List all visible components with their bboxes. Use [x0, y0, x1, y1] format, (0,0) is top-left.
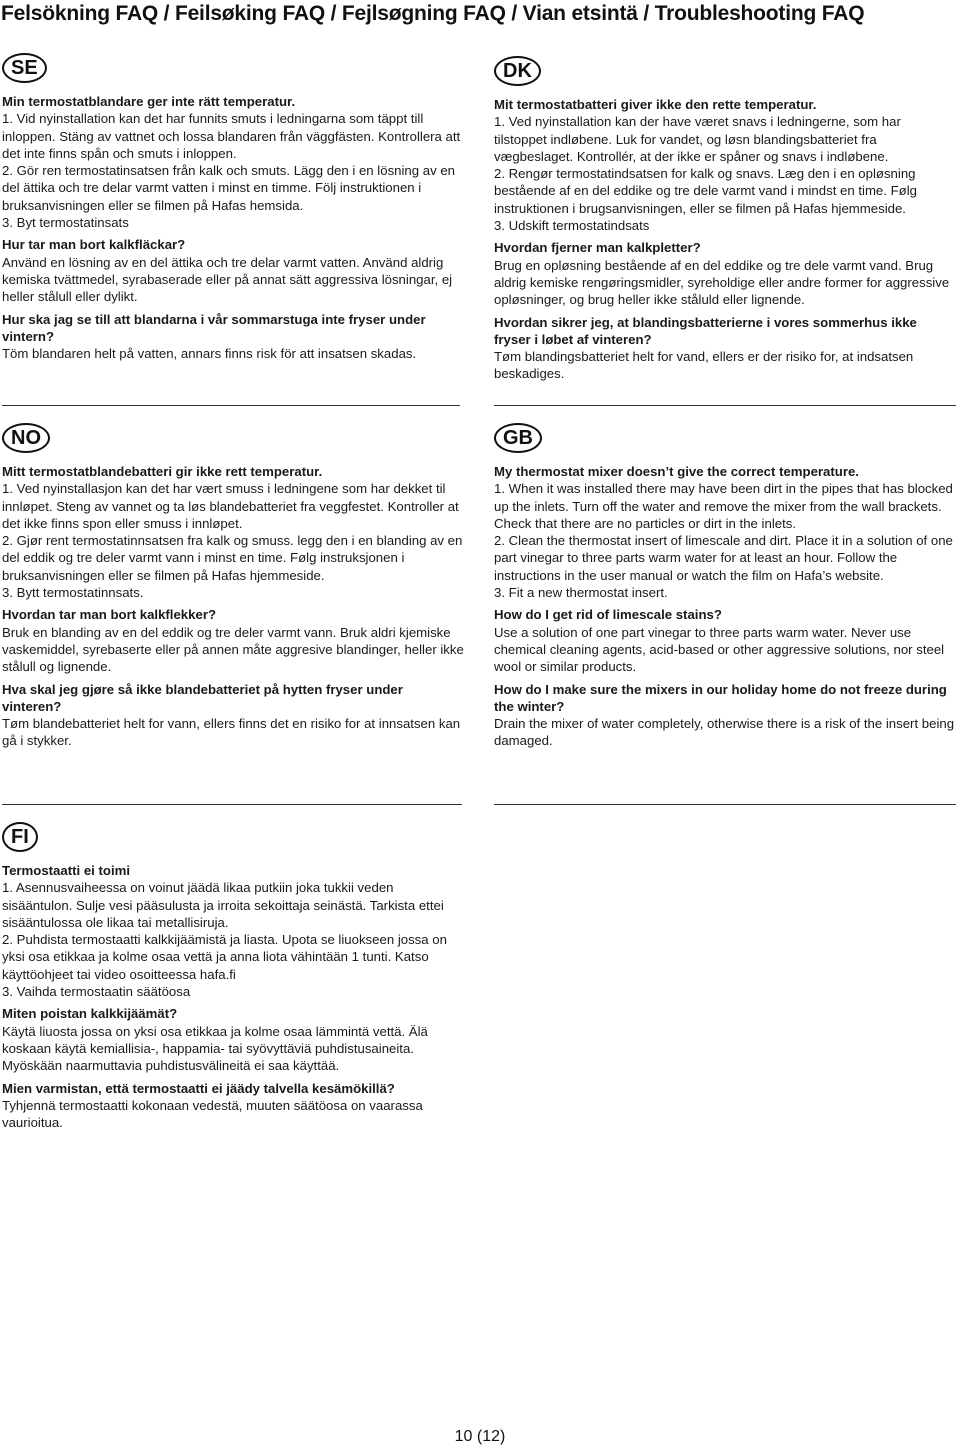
no-answer-2: Tøm blandebatteriet helt for vann, ellers finns det en risiko for at innsatsen kan gå i stykker. [2, 716, 461, 749]
dk-step-3: 3. Udskift termostatindsats [494, 218, 650, 234]
dk-question-1: Hvordan fjerner man kalkpletter? [494, 240, 701, 256]
section-no [2, 423, 464, 755]
no-step-3: 3. Bytt termostatinnsats. [2, 585, 144, 601]
country-badge-gb: GB [494, 423, 542, 453]
page-title: Felsökning FAQ / Feilsøking FAQ / Fejlsøgning FAQ / Vian etsintä / Troubleshooting FAQ [1, 2, 865, 25]
se-step-2: 2. Gör ren termostatinsatsen från kalk och smuts. Lägg den i en lösning av en del ättika och tre delar varmt vatten i minst en timme. Följ instruktionen i bruksanvisningen eller se filmen på Hafas hemsida. [2, 163, 456, 213]
country-badge-dk: DK [494, 56, 541, 86]
section-se [2, 53, 464, 367]
gb-answer-1: Use a solution of one part vinegar to three parts warm water. Never use chemical cleaning agents, acid-based or other aggressive solutions, nor steel wool or similar products. [494, 624, 945, 675]
se-answer-1: Använd en lösning av en del ättika och tre delar varmt vatten. Använd aldrig kemiska tvättmedel, syrabaserade eller på annat sätt aggressiva lösningar, ej heller stålull eller dylikt. [2, 254, 453, 305]
divider-left-1 [2, 405, 460, 406]
section-dk [494, 56, 956, 388]
country-badge-fi: FI [2, 822, 38, 852]
fi-answer-2: Tyhjennä termostaatti kokonaan vedestä, muuten säätöosa on vaarassa vaurioitua. [2, 1097, 423, 1131]
dk-faq-1 [494, 239, 956, 308]
no-faq-1 [2, 606, 464, 675]
se-answer-2: Töm blandaren helt på vatten, annars finns risk för att insatsen skadas. [2, 346, 417, 362]
dk-faq-2 [494, 314, 956, 383]
dk-answer-2: Tøm blandingsbatteriet helt for vand, ellers er der risiko for, at indsatsen beskadiges. [494, 349, 914, 382]
gb-intro [494, 463, 956, 601]
se-heading: Min termostatblandare ger inte rätt temperatur. [2, 94, 296, 109]
fi-step-3: 3. Vaihda termostaatin säätöosa [2, 984, 191, 1000]
se-step-1: 1. Vid nyinstallation kan det har funnits smuts i ledningarna som täppt till inloppen. Stäng av vattnet och lossa blandaren från väggfästen. Kontrollera att det inte finns spån och smuts i inloppen. [2, 111, 461, 161]
gb-step-1: 1. When it was installed there may have been dirt in the pipes that has blocked up the inlets. Turn off the water and remove the mixer from the wall brackets. Check that there are no particles or dirt in the inlets. [494, 481, 953, 531]
fi-faq-1 [2, 1005, 464, 1074]
gb-question-2: How do I make sure the mixers in our holiday home do not freeze during the winter? [494, 681, 947, 714]
dk-intro [494, 96, 956, 234]
gb-answer-2: Drain the mixer of water completely, otherwise there is a risk of the insert being damaged. [494, 716, 955, 749]
dk-heading: Mit termostatbatteri giver ikke den rette temperatur. [494, 97, 817, 112]
country-badge-no: NO [2, 423, 50, 453]
gb-faq-2 [494, 681, 956, 750]
fi-question-2: Mien varmistan, että termostaatti ei jäädy talvella kesämökillä? [2, 1080, 395, 1096]
no-faq-2 [2, 681, 464, 750]
fi-step-1: 1. Asennusvaiheessa on voinut jäädä likaa putkiin joka tukkii veden sisääntulon. Sulje vesi pääsulusta ja irroita sekoittaja seinästä. Tarkista ettei sisääntulossa ole likaa tai metallisiruja. [2, 880, 444, 930]
gb-step-3: 3. Fit a new thermostat insert. [494, 585, 668, 601]
no-answer-1: Bruk en blanding av en del eddik og tre deler varmt vann. Bruk aldri kjemiske vaskemiddel, syrebaserte eller på annen måte aggresive blandinger, heller ikke stålull og lignende. [2, 624, 464, 675]
page-number: 10 (12) [454, 1428, 506, 1445]
se-step-3: 3. Byt termostatinsats [2, 215, 129, 231]
fi-step-2: 2. Puhdista termostaatti kalkkijäämistä ja liasta. Upota se liuokseen jossa on yksi osa etikkaa ja kolme osaa vettä ja anna liota vähintään 1 tunti. Katso käyttöohjeet tai video osoitteessa hafa.fi [2, 932, 447, 982]
no-step-1: 1. Ved nyinstallasjon kan det har vært smuss i ledningene som har dekket til innløpet. Steng av vannet og ta løs blandebatteriet fra veggfestet. Kontroller at det ikke finns spon eller smuss i innløpet. [2, 481, 459, 531]
dk-question-2: Hvordan sikrer jeg, at blandingsbatterierne i vores sommerhus ikke fryser i løbet af vinteren? [494, 314, 917, 347]
se-intro [2, 93, 464, 231]
se-faq-1 [2, 236, 464, 305]
divider-right-2 [494, 804, 956, 805]
no-question-2: Hva skal jeg gjøre så ikke blandebatteriet på hytten fryser under vinteren? [2, 681, 403, 714]
divider-left-2 [2, 804, 462, 805]
dk-answer-1: Brug en opløsning bestående af en del eddike og tre dele varmt vand. Brug aldrig kemiske rengøringsmidler, syreholdige eller andre former for aggressive opløsninger, og brug heller ikke ståluld eller lignende. [494, 257, 950, 308]
fi-faq-2 [2, 1080, 464, 1132]
no-question-1: Hvordan tar man bort kalkflekker? [2, 607, 217, 623]
se-question-2: Hur ska jag se till att blandarna i vår sommarstuga inte fryser under vintern? [2, 311, 426, 344]
se-faq-2 [2, 311, 464, 363]
gb-question-1: How do I get rid of limescale stains? [494, 607, 722, 623]
dk-step-1: 1. Ved nyinstallation kan der have været snavs i ledningerne, som har tilstoppet indløbene. Luk for vandet, og løsn blandingsbatteriet fra vægbeslaget. Kontrollér, at der ikke er spåner og snavs i indløbene. [494, 114, 901, 164]
divider-right-1 [494, 405, 956, 406]
fi-heading: Termostaatti ei toimi [2, 863, 130, 878]
section-gb [494, 423, 956, 755]
se-question-1: Hur tar man bort kalkfläckar? [2, 237, 186, 253]
gb-faq-1 [494, 606, 956, 675]
gb-step-2: 2. Clean the thermostat insert of limescale and dirt. Place it in a solution of one part vinegar to three parts warm water for at least an hour. Follow the instructions in the user manual or watch the film on Hafa’s website. [494, 533, 953, 583]
country-badge-se: SE [2, 53, 47, 83]
no-intro [2, 463, 464, 601]
gb-heading: My thermostat mixer doesn’t give the correct temperature. [494, 464, 859, 479]
section-fi [2, 822, 464, 1136]
dk-step-2: 2. Rengør termostatindsatsen for kalk og snavs. Læg den i en opløsning bestående af en del eddike og tre dele varmt vand i mindst en time. Følg instruktionen i brugsanvisningen, eller se filmen på Hafas hjemmeside. [494, 166, 917, 216]
no-step-2: 2. Gjør rent termostatinnsatsen fra kalk og smuss. legg den i en blanding av en del eddik og tre deler varmt vann i minst en time. Følg instruksjonen i bruksanvisningen eller se filmen på Hafas hjemmeside. [2, 533, 463, 583]
fi-answer-1: Käytä liuosta jossa on yksi osa etikkaa ja kolme osaa lämmintä vettä. Älä koskaan käytä kemiallisia-, happamia- tai syövyttäviä puhdistusaineita. Myöskään naarmuttavia puhdistusvälineitä ei saa käyttää. [2, 1023, 428, 1074]
fi-question-1: Miten poistan kalkkijäämät? [2, 1006, 178, 1022]
no-heading: Mitt termostatblandebatteri gir ikke rett temperatur. [2, 464, 323, 479]
fi-intro [2, 862, 464, 1000]
